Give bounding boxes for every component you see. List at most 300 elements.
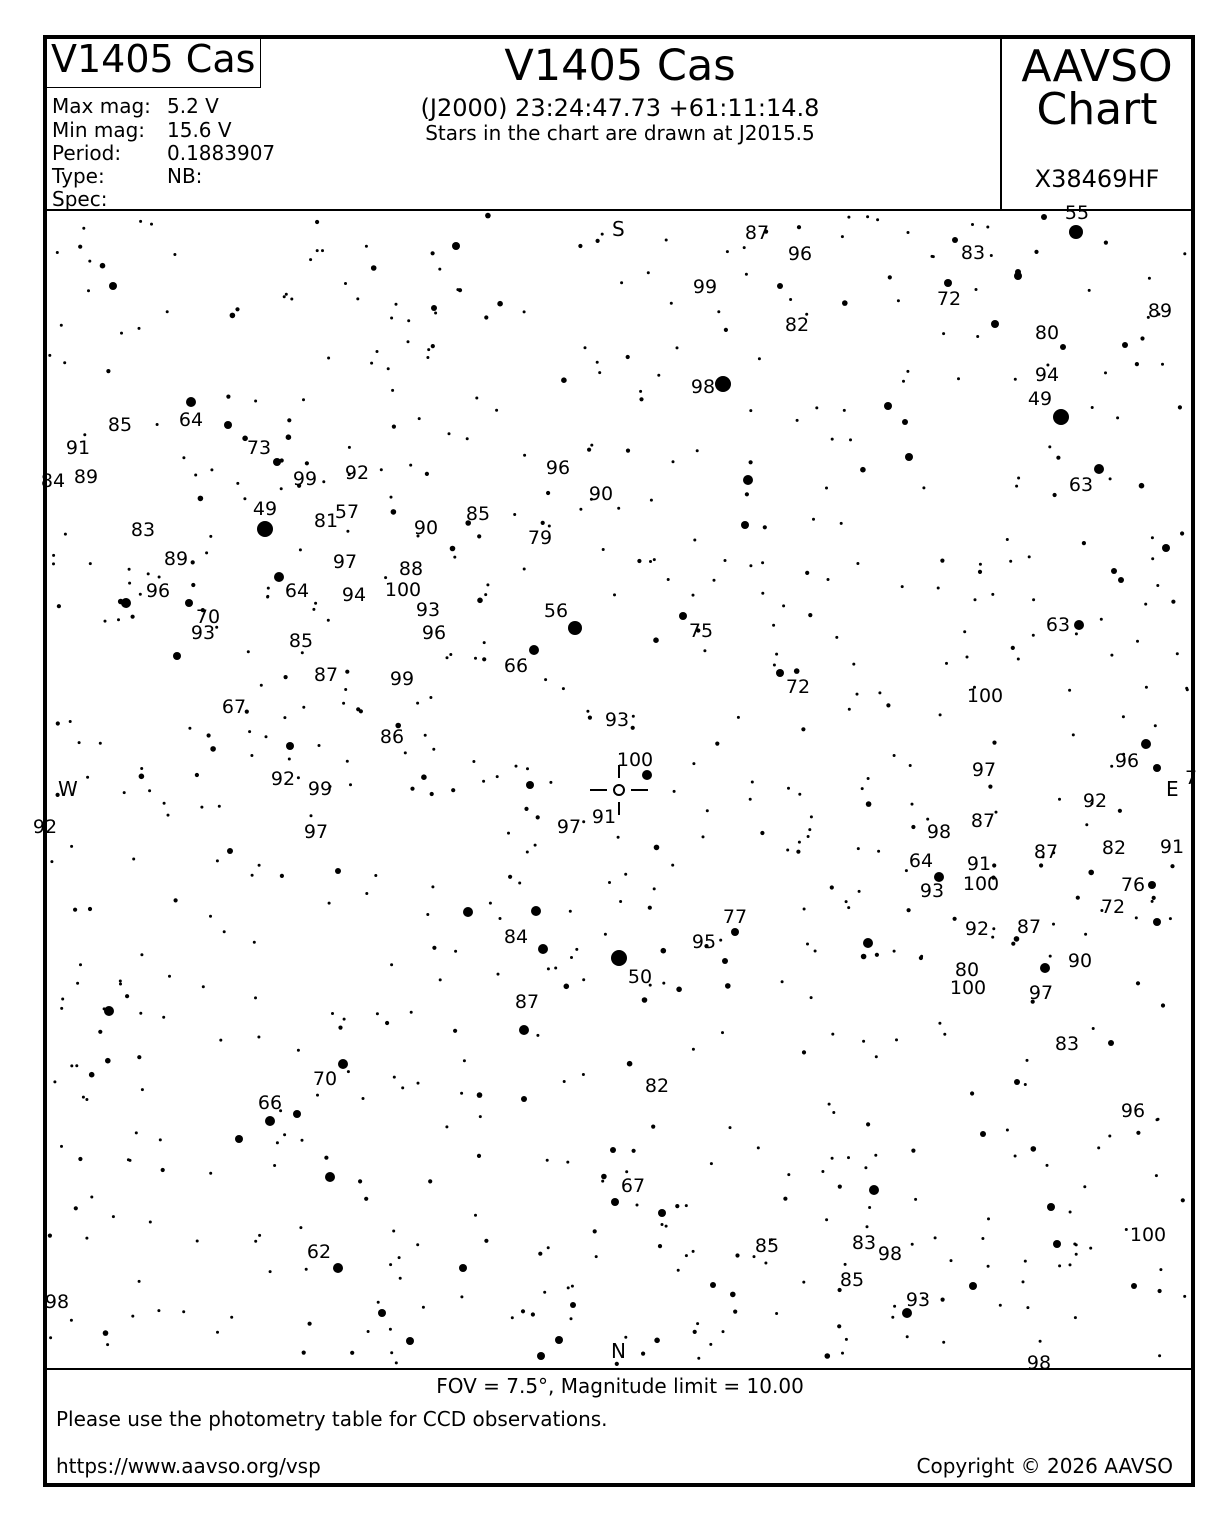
star [526, 851, 529, 854]
star [1125, 1228, 1128, 1231]
star [426, 356, 429, 359]
star [60, 324, 63, 327]
star [299, 548, 302, 551]
comparison-label: 57 [334, 501, 360, 523]
star [1152, 896, 1156, 900]
star [89, 1072, 95, 1078]
comparison-label: 81 [313, 510, 339, 532]
star [945, 662, 948, 665]
star [182, 456, 185, 459]
star [546, 491, 550, 495]
star [390, 496, 393, 499]
star [474, 1214, 477, 1217]
aavso-link[interactable]: https://www.aavso.org/vsp [56, 1454, 321, 1478]
star [254, 996, 257, 999]
star [346, 530, 349, 533]
star [617, 507, 620, 510]
star [148, 789, 151, 792]
star [875, 953, 879, 957]
star [649, 560, 652, 563]
brand-aavso: AAVSO [1021, 41, 1173, 92]
star [963, 630, 966, 633]
star [911, 803, 914, 806]
comparison-label: 64 [284, 580, 310, 602]
star [763, 525, 767, 529]
star [338, 1059, 348, 1069]
star [891, 1316, 894, 1319]
star [290, 298, 293, 301]
star [385, 1021, 389, 1025]
star [129, 1159, 132, 1162]
star [70, 1319, 73, 1322]
star [364, 1197, 368, 1201]
comparison-label: 82 [644, 1075, 670, 1097]
star [286, 742, 294, 750]
star [395, 303, 398, 306]
star [641, 1352, 645, 1356]
star [1041, 214, 1047, 220]
star [808, 613, 812, 617]
star [969, 1282, 977, 1290]
star [570, 1317, 573, 1320]
star [642, 997, 648, 1003]
star [398, 1256, 401, 1259]
star [74, 1206, 78, 1210]
star [1074, 1316, 1077, 1319]
star [893, 1305, 896, 1308]
star [934, 1236, 937, 1239]
star [611, 1198, 619, 1206]
star [1183, 1295, 1186, 1298]
comparison-label: 95 [691, 931, 717, 953]
star [953, 917, 957, 921]
star [626, 449, 630, 453]
star [992, 863, 996, 867]
star [866, 1225, 869, 1228]
star [810, 815, 813, 818]
comparison-label: 96 [787, 243, 813, 265]
comparison-label: 87 [970, 810, 996, 832]
star [432, 946, 436, 950]
star [897, 299, 900, 302]
star [849, 438, 852, 441]
star [561, 377, 567, 383]
direction-west: W [58, 777, 78, 801]
star [1157, 1118, 1160, 1121]
min-mag-label: Min mag: [52, 118, 146, 142]
star [534, 844, 537, 847]
star [620, 281, 623, 284]
star [568, 621, 582, 635]
star [907, 231, 910, 234]
star [735, 1253, 739, 1257]
comparison-label: 7 [1184, 767, 1198, 789]
star [410, 1011, 413, 1014]
star [79, 963, 82, 966]
star [48, 1234, 52, 1238]
star [497, 301, 503, 307]
star [653, 637, 659, 643]
star [1028, 555, 1031, 558]
star [952, 237, 958, 243]
star [582, 1073, 585, 1076]
comparison-label: 99 [292, 468, 318, 490]
star [992, 927, 995, 930]
star [575, 948, 578, 951]
star [856, 693, 859, 696]
star [477, 1092, 483, 1098]
star [715, 742, 719, 746]
comparison-label: 97 [1028, 982, 1054, 1004]
star [198, 496, 204, 502]
star [251, 874, 254, 877]
star [226, 395, 230, 399]
star [806, 943, 809, 946]
star [312, 608, 315, 611]
star [831, 1157, 834, 1160]
star [722, 1330, 725, 1333]
star [409, 464, 412, 467]
star [825, 1218, 828, 1221]
star [254, 400, 257, 403]
star [432, 748, 435, 751]
star [696, 449, 699, 452]
star [466, 437, 469, 440]
star [717, 310, 720, 313]
star [1082, 541, 1086, 545]
star [861, 954, 867, 960]
star [671, 864, 674, 867]
star [619, 900, 622, 903]
star [367, 1330, 370, 1333]
star [477, 598, 483, 604]
star [943, 1033, 946, 1036]
star [1068, 689, 1071, 692]
star [526, 767, 529, 770]
comparison-label: 99 [389, 668, 415, 690]
star [1111, 568, 1117, 574]
star [496, 775, 499, 778]
star [749, 798, 752, 801]
star [1011, 942, 1015, 946]
star [1118, 809, 1122, 813]
star [617, 836, 620, 839]
star [841, 235, 844, 238]
comparison-label: 85 [465, 503, 491, 525]
star [582, 820, 585, 823]
star [1053, 493, 1057, 497]
star [523, 568, 526, 571]
star [531, 906, 541, 916]
star [642, 770, 652, 780]
star [639, 397, 643, 401]
comparison-label: 98 [877, 1243, 903, 1265]
star [1089, 1247, 1092, 1250]
star [73, 908, 77, 912]
star [593, 1229, 597, 1233]
star [276, 1141, 279, 1144]
star [185, 599, 193, 607]
star [980, 1131, 986, 1137]
star [627, 1061, 633, 1067]
star [895, 1038, 898, 1041]
star [305, 461, 309, 465]
star [636, 1204, 639, 1207]
star [685, 1204, 688, 1207]
star [1015, 485, 1018, 488]
star [52, 554, 55, 557]
star [886, 703, 890, 707]
copyright: Copyright © 2026 AAVSO [916, 1454, 1173, 1478]
star [463, 907, 473, 917]
star [513, 513, 516, 516]
star [1104, 241, 1108, 245]
star [858, 890, 861, 893]
star [418, 417, 421, 420]
comparison-label: 89 [163, 548, 189, 570]
star [112, 1215, 115, 1218]
star [376, 1012, 379, 1015]
star [667, 578, 670, 581]
star [888, 275, 892, 279]
star [1075, 1253, 1078, 1256]
star [235, 1135, 243, 1143]
star [696, 1322, 699, 1325]
star [815, 406, 818, 409]
star [53, 1080, 56, 1083]
star [474, 657, 477, 660]
target-circle [614, 785, 624, 795]
star [302, 706, 305, 709]
star [611, 950, 627, 966]
star [119, 980, 122, 983]
star [349, 783, 352, 786]
star [981, 1237, 984, 1240]
star [571, 1285, 574, 1288]
star [937, 587, 940, 590]
comparison-label: 89 [1147, 300, 1173, 322]
star [653, 558, 656, 561]
star [1158, 1354, 1161, 1357]
star [1108, 1135, 1111, 1138]
star [260, 684, 263, 687]
star [521, 1309, 525, 1313]
star [566, 1161, 569, 1164]
star [1116, 416, 1119, 419]
star [745, 492, 749, 496]
star [274, 572, 284, 582]
star [693, 539, 696, 542]
star [483, 641, 486, 644]
star [842, 300, 848, 306]
comparison-label: 96 [545, 457, 571, 479]
comparison-label: 97 [556, 816, 582, 838]
star [876, 218, 879, 221]
star [991, 593, 994, 596]
star [410, 787, 414, 791]
comparison-label: 83 [851, 1232, 877, 1254]
star [661, 948, 667, 954]
star [798, 793, 801, 796]
star [109, 282, 117, 290]
star [1058, 798, 1061, 801]
comparison-label: 100 [1129, 1224, 1167, 1246]
comparison-label: 90 [413, 517, 439, 539]
star [322, 480, 325, 483]
star [941, 1298, 945, 1302]
star [907, 908, 911, 912]
star [362, 1097, 365, 1100]
star [1039, 1340, 1042, 1343]
comparison-label: 97 [303, 821, 329, 843]
star [431, 885, 434, 888]
star [1136, 640, 1139, 643]
star [459, 1264, 467, 1272]
comparison-label: 99 [692, 276, 718, 298]
star [475, 397, 478, 400]
max-mag-value: 5.2 V [167, 94, 219, 118]
star [761, 561, 764, 564]
star [538, 1252, 542, 1256]
star [1032, 634, 1035, 637]
star [434, 312, 437, 315]
star [194, 474, 197, 477]
chart-title: V1405 Cas [504, 41, 736, 91]
star [438, 268, 441, 271]
star [706, 809, 709, 812]
comparison-label: 87 [1033, 841, 1059, 863]
star [536, 815, 540, 819]
star [302, 398, 305, 401]
comparison-label: 85 [107, 414, 133, 436]
star [454, 950, 457, 953]
star [741, 521, 749, 529]
comparison-label: 85 [839, 1269, 865, 1291]
star [1009, 560, 1012, 563]
star [657, 374, 660, 377]
star [297, 776, 300, 779]
star [546, 1159, 549, 1162]
star [725, 983, 731, 989]
star [1040, 963, 1050, 973]
star [721, 1031, 724, 1034]
star [365, 245, 368, 248]
comparison-label: 77 [722, 906, 748, 928]
star [219, 1039, 222, 1042]
star [416, 1243, 419, 1246]
star [477, 534, 481, 538]
star [703, 649, 706, 652]
comparison-label: 96 [145, 580, 171, 602]
star [1024, 1260, 1027, 1263]
star [825, 487, 828, 490]
star [283, 716, 286, 719]
star [342, 702, 345, 705]
star [1026, 1306, 1029, 1309]
star [840, 522, 843, 525]
star [578, 244, 582, 248]
star [743, 475, 753, 485]
comparison-label: 98 [926, 821, 952, 843]
star [159, 1138, 162, 1141]
star [285, 293, 288, 296]
star [174, 898, 178, 902]
star [318, 744, 321, 747]
star [70, 845, 73, 848]
star [235, 307, 239, 311]
comparison-label: 98 [690, 376, 716, 398]
star [610, 1147, 616, 1153]
min-mag-value: 15.6 V [167, 118, 232, 142]
star [387, 367, 390, 370]
comparison-label: 97 [332, 551, 358, 573]
star [333, 1263, 343, 1273]
star [797, 225, 801, 229]
star [390, 963, 393, 966]
comparison-label: 72 [936, 288, 962, 310]
star [944, 279, 952, 287]
star [777, 283, 783, 289]
star [106, 369, 110, 373]
comparison-label: 87 [514, 991, 540, 1013]
star [78, 741, 81, 744]
star [88, 260, 91, 263]
comparison-label: 99 [307, 778, 333, 800]
star [531, 1312, 535, 1316]
star [764, 1262, 767, 1265]
star [162, 1016, 165, 1019]
star [243, 497, 246, 500]
star [866, 801, 872, 807]
brand-chart: Chart [1036, 84, 1158, 135]
star [789, 298, 792, 301]
comparison-label: 94 [341, 584, 367, 606]
star [338, 1026, 342, 1030]
star [90, 1196, 93, 1199]
star [327, 357, 330, 360]
star [999, 1304, 1002, 1307]
star [395, 1361, 398, 1364]
star [884, 402, 892, 410]
star [314, 602, 317, 605]
star [905, 869, 908, 872]
star [906, 370, 909, 373]
comparison-label: 93 [919, 880, 945, 902]
star [141, 1088, 144, 1091]
star [798, 841, 801, 844]
star [787, 1173, 790, 1176]
star [827, 578, 830, 581]
star [56, 251, 59, 254]
star [713, 579, 716, 582]
star [979, 563, 982, 566]
star [1176, 652, 1179, 655]
star [1053, 409, 1069, 425]
star [316, 249, 319, 252]
star [427, 348, 430, 351]
star [803, 908, 806, 911]
star [484, 1239, 488, 1243]
star [1169, 917, 1172, 920]
comparison-label: 67 [620, 1175, 646, 1197]
star [253, 941, 256, 944]
star [685, 1254, 688, 1257]
star [990, 254, 993, 257]
star [78, 245, 82, 249]
star [1159, 1268, 1162, 1271]
star [648, 906, 652, 910]
star [743, 246, 746, 249]
